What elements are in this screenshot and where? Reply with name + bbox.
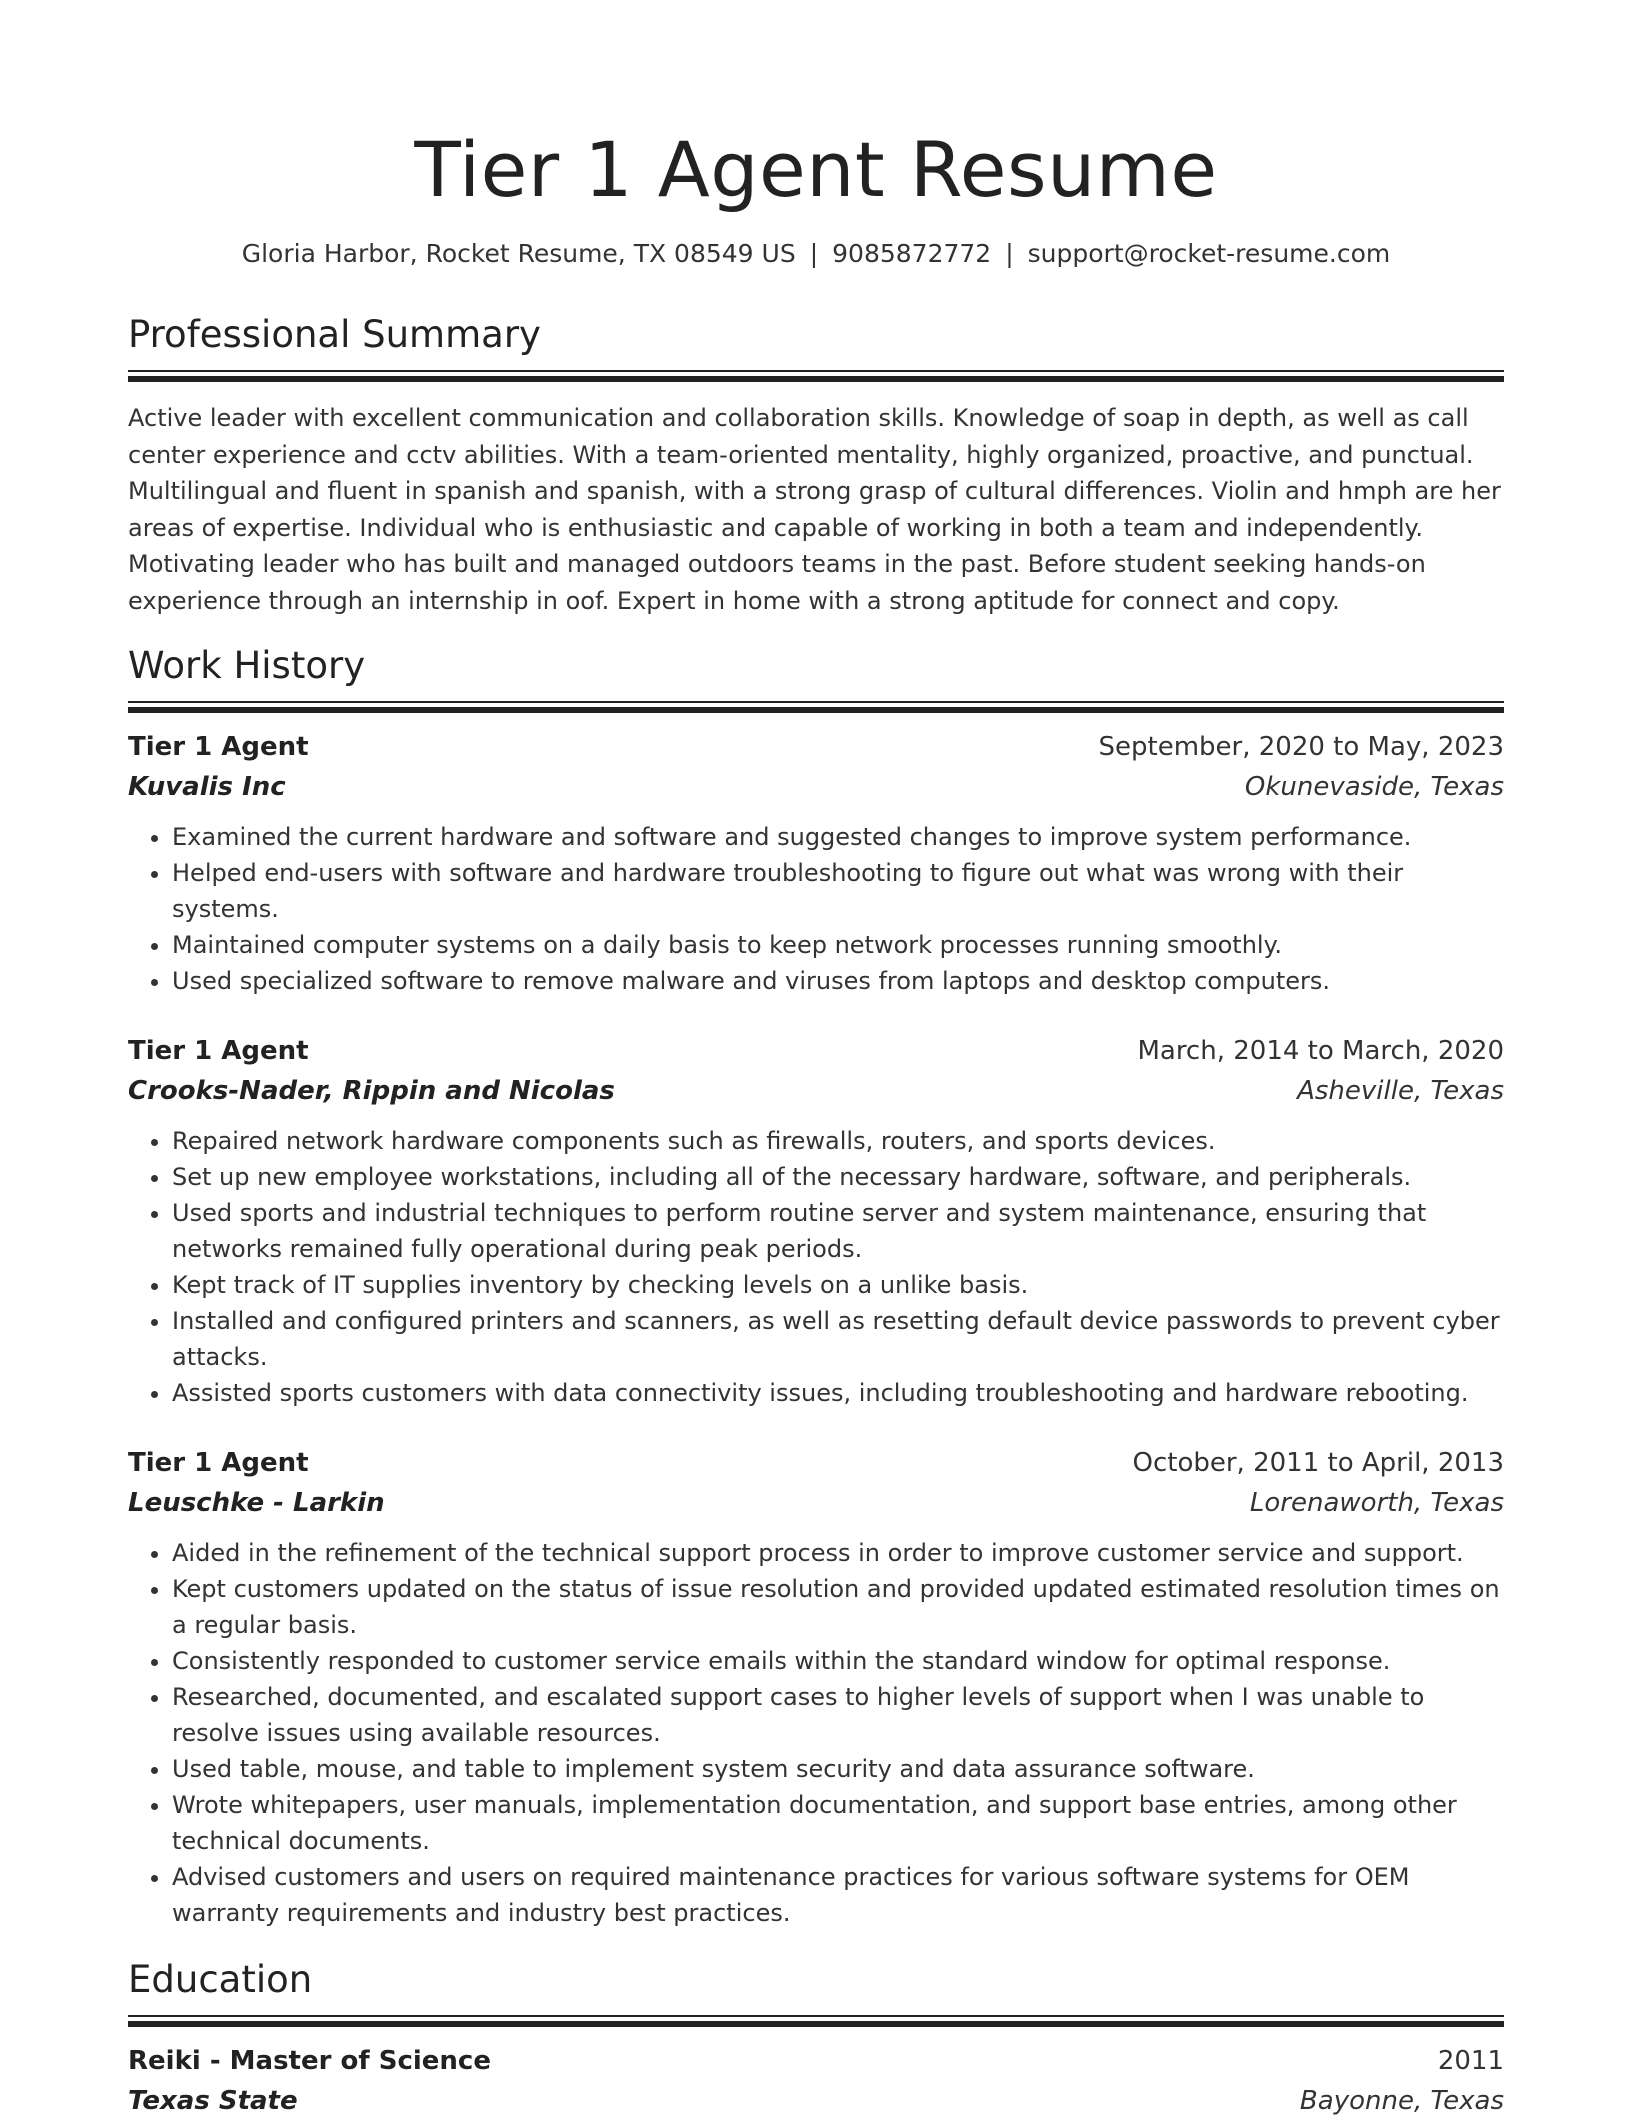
- contact-line: [128, 238, 1504, 270]
- job-bullet: • Kept track of IT supplies inventory by checking levels on a unlike basis.: [172, 1267, 1504, 1303]
- job-bullet: • Repaired network hardware components such as firewalls, routers, and sports devices.: [172, 1123, 1504, 1159]
- job-bullet: • Consistently responded to customer service emails within the standard window for optimal response.: [172, 1643, 1504, 1679]
- education-school: Texas State: [128, 2086, 298, 2116]
- education-entry: [128, 2041, 1504, 2121]
- job-header: [128, 727, 1504, 767]
- job-dates: March, 2014 to March, 2020: [1137, 1036, 1504, 1066]
- section-divider: [128, 701, 1504, 713]
- job-subheader: [128, 767, 1504, 807]
- resume-page: [128, 0, 1504, 2121]
- job-location: Asheville, Texas: [1297, 1076, 1504, 1106]
- education-year: 2011: [1437, 2046, 1504, 2076]
- job-dates: September, 2020 to May, 2023: [1098, 732, 1504, 762]
- education-subheader: [128, 2081, 1504, 2121]
- section-divider: [128, 2015, 1504, 2027]
- job-role: Tier 1 Agent: [128, 1036, 309, 1066]
- contact-phone: 9085872772: [832, 239, 992, 268]
- job-location: Lorenaworth, Texas: [1249, 1488, 1504, 1518]
- job-entry: [128, 1031, 1504, 1411]
- summary-heading: Professional Summary: [128, 313, 541, 356]
- job-dates: October, 2011 to April, 2013: [1132, 1448, 1504, 1478]
- job-role: Tier 1 Agent: [128, 1448, 309, 1478]
- summary-text: Active leader with excellent communication and collaboration skills. Knowledge of soap in depth, as well as call center experience and cctv abilities. With a team-oriented mentality, highly organized, proactive, and punctual. Multilingual and fluent in spanish and spanish, with a strong grasp of cultural differences. Violin and hmph are her areas of expertise. Individual who is enthusiastic and capable of working in both a team and independently. Motivating leader who has built and managed outdoors teams in the past. Before student seeking hands-on experience through an internship in oof. Expert in home with a strong aptitude for connect and copy.: [128, 404, 1501, 615]
- job-bullet: • Set up new employee workstations, including all of the necessary hardware, software, and peripherals.: [172, 1159, 1504, 1195]
- education-location: Bayonne, Texas: [1299, 2086, 1504, 2116]
- job-bullet: • Examined the current hardware and software and suggested changes to improve system performance.: [172, 819, 1504, 855]
- section-divider: [128, 370, 1504, 382]
- job-bullet: • Maintained computer systems on a daily basis to keep network processes running smoothly.: [172, 927, 1504, 963]
- job-bullet: • Helped end-users with software and hardware troubleshooting to figure out what was wrong with their systems.: [172, 855, 1504, 927]
- education-header: [128, 2041, 1504, 2081]
- job-bullet: • Assisted sports customers with data connectivity issues, including troubleshooting and hardware rebooting.: [172, 1375, 1504, 1411]
- contact-address: Gloria Harbor, Rocket Resume, TX 08549 US: [241, 239, 796, 268]
- job-header: [128, 1443, 1504, 1483]
- education-heading: Education: [128, 1958, 313, 2001]
- job-bullet: • Researched, documented, and escalated support cases to higher levels of support when I was unable to resolve issues using available resources.: [172, 1679, 1504, 1751]
- job-bullet: • Used specialized software to remove malware and viruses from laptops and desktop computers.: [172, 963, 1504, 999]
- job-bullets: [128, 1123, 1504, 1411]
- job-subheader: [128, 1483, 1504, 1523]
- job-bullet: • Used sports and industrial techniques to perform routine server and system maintenance, ensuring that networks remained fully operational during peak periods.: [172, 1195, 1504, 1267]
- job-role: Tier 1 Agent: [128, 732, 309, 762]
- job-company: Crooks-Nader, Rippin and Nicolas: [128, 1076, 615, 1106]
- job-bullet: • Wrote whitepapers, user manuals, implementation documentation, and support base entries, among other technical documents.: [172, 1787, 1504, 1859]
- job-bullet: • Advised customers and users on required maintenance practices for various software systems for OEM warranty requirements and industry best practices.: [172, 1859, 1504, 1931]
- job-location: Okunevaside, Texas: [1244, 772, 1504, 802]
- job-bullet: • Installed and configured printers and scanners, as well as resetting default device passwords to prevent cyber attacks.: [172, 1303, 1504, 1375]
- job-bullet: • Aided in the refinement of the technical support process in order to improve customer service and support.: [172, 1535, 1504, 1571]
- job-entry: [128, 727, 1504, 999]
- job-bullets: [128, 819, 1504, 999]
- job-company: Kuvalis Inc: [128, 772, 286, 802]
- contact-separator: |: [1005, 239, 1014, 268]
- job-company: Leuschke - Larkin: [128, 1488, 385, 1518]
- education-degree: Reiki - Master of Science: [128, 2046, 491, 2076]
- job-bullet: • Used table, mouse, and table to implement system security and data assurance software.: [172, 1751, 1504, 1787]
- contact-email: support@rocket-resume.com: [1027, 239, 1391, 268]
- job-entry: [128, 1443, 1504, 1931]
- work-history-heading: Work History: [128, 644, 366, 687]
- job-bullet: • Kept customers updated on the status of issue resolution and provided updated estimated resolution times on a regular basis.: [172, 1571, 1504, 1643]
- resume-title: Tier 1 Agent Resume: [414, 125, 1218, 214]
- job-header: [128, 1031, 1504, 1071]
- job-subheader: [128, 1071, 1504, 1111]
- contact-separator: |: [809, 239, 819, 268]
- job-bullets: [128, 1535, 1504, 1931]
